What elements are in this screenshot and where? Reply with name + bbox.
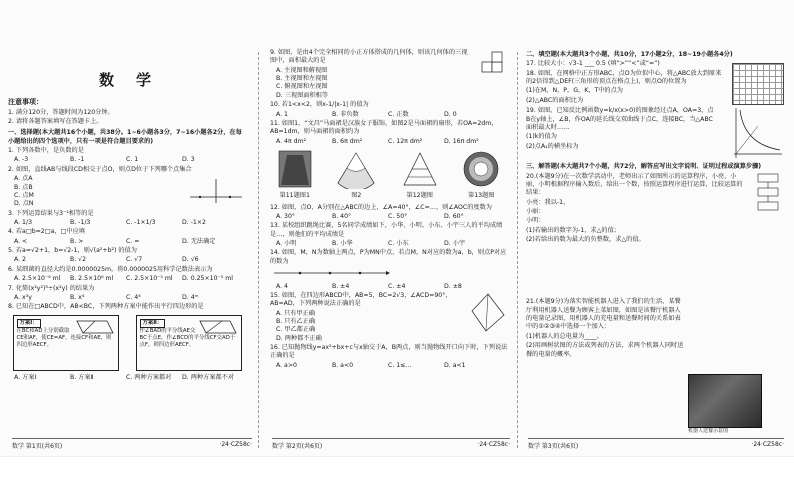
option: B. -1	[70, 156, 85, 164]
option: C. 俯视图和左视图	[276, 83, 328, 91]
column-divider	[517, 52, 518, 448]
question-21-part: (2)用画树状图的方法或列表的方法，求两个机器人同时送餐的电量的概率。	[526, 342, 684, 358]
option: C. 1≤…	[388, 361, 412, 369]
option: A. x³y	[14, 293, 32, 301]
option: C. 甲乙都正确	[276, 326, 316, 334]
dialogue-line: 小亮：我以-1，	[526, 198, 570, 206]
parallelogram-figure	[75, 319, 115, 335]
option: A. 点A	[14, 175, 33, 183]
options	[14, 275, 246, 283]
option: C. =	[126, 237, 140, 245]
question-20-part: (2)若给出的数为最大的负整数，求△的值。	[526, 236, 645, 244]
dialogue-line: 小明：	[526, 217, 545, 225]
number-line-figure	[270, 267, 390, 279]
scheme-2-heading: 方案Ⅱ：	[140, 319, 166, 328]
question-9: 9. 如图，是由4个完全相同的小正方体搭成的几何体，则该几何体的三视图中，面积最大的是	[270, 49, 468, 65]
question-15: 15. 如图，在四边形ABCD中，AB=5，BC=2√3，∠ACD=90°，AB=AD，下列两种说法正确的是	[270, 291, 452, 308]
options	[276, 67, 470, 100]
option: C. 正数	[388, 110, 409, 118]
page-footer	[272, 438, 510, 450]
question-6: 6. 某细菌的直径大约是0.0000025m，将0.0000025用科学记数法表示为	[8, 265, 213, 273]
option: D. a<1	[444, 361, 466, 369]
page-footer	[12, 438, 252, 450]
question-8: 8. 已知在□ABCD中，AB<BC，下列两种方案中能作出平行四边形的是	[8, 303, 204, 311]
footer-page-label: 数学 第3页(共6页)	[528, 443, 579, 450]
hyperbola-figure	[728, 106, 784, 160]
question-20: 20.(本题9分)在一次数学活动中，老师出示了如图所示的运算程序，小亮、小丽、小明根据程序输入数后，给出一个数，按照运算程序进行运算，比较运算的结果：	[526, 172, 743, 197]
question-17: 17. 比较大小：√3-1 ___ 0.5 (填“>”“<”或“=”)	[526, 60, 660, 68]
photo-caption: 机器人送餐示意图	[688, 428, 729, 434]
option: C. 点M	[14, 191, 34, 199]
options	[276, 138, 508, 146]
option: D. 0.25×10⁻⁵ ml	[182, 275, 233, 283]
option: C. 2.5×10⁻⁵ ml	[126, 275, 173, 283]
cube-figure	[478, 48, 508, 78]
option: B. a<0	[332, 361, 354, 369]
notice-item: 1. 满分120分，答题时间为120分钟。	[8, 108, 114, 116]
option: C. 1	[126, 156, 139, 164]
question-21: 21.(本题9分)为落实智能机器人进入了我们的生活，某餐厅利用机器人送餐为顾客上菜如图，如图是该餐厅机器人的电量记录图，用机器人的充电量和送餐时间的关系如表中的①②③④中选择一个加入：	[526, 298, 681, 331]
scheme-1-heading: 方案Ⅰ：	[17, 319, 41, 328]
options	[276, 310, 460, 343]
question-2: 2. 如图，直线AB与线段CD相交于点O，则点D位于下列哪个点集合	[8, 165, 192, 173]
option: A. 30°	[276, 213, 296, 221]
left-column	[8, 48, 246, 453]
option: B. 40°	[332, 213, 352, 221]
options	[276, 240, 508, 248]
option: C. 小东	[388, 240, 409, 248]
option: D. 0	[444, 110, 457, 118]
option: B. 只有乙正确	[276, 317, 316, 325]
flowchart-figure	[752, 172, 784, 216]
question-19-part: (2)点A₁的横坐标为	[526, 142, 579, 150]
question-19: 19. 如图，已知反比例函数y=k/x(x>0)的图象经过点A，OA=3，点B在y轴上，∠B，作OA的延长线交双曲线于点C，连接BC，当△ABC面积最大时……	[526, 107, 714, 131]
options	[14, 374, 246, 382]
option: B. √2	[70, 256, 87, 264]
question-20-part: (1)若输出的数字为-1，求△的值；	[526, 226, 620, 234]
option: B. 2.5×10⁶ ml	[70, 275, 114, 283]
option: D. 两种方案都不对	[182, 373, 235, 381]
options	[276, 362, 508, 370]
option: C. -1×1/3	[126, 219, 156, 226]
option: A. 主视图和俯视图	[276, 66, 328, 74]
option: B. >	[70, 237, 84, 245]
question-12: 12. 如图，点O、A分别在△ABC的边上，∠A=40°，∠C=…，则∠AOC的度数为	[270, 203, 492, 211]
footer-code: ·24·CZ58c·	[477, 441, 510, 448]
question-16: 16. 已知抛物线y=ax²+bx+c与x轴交于A，B两点，则当抛物线开口向下时，下列说法正确的是	[270, 344, 508, 360]
scheme-row	[8, 315, 246, 371]
option: D. 4ᵐ	[182, 293, 199, 301]
option: B. 非负数	[332, 110, 359, 118]
option: B. 小华	[332, 240, 353, 248]
options	[276, 111, 508, 119]
parallelogram-figure	[198, 319, 238, 335]
question-13: 13. 某校组织跳绳比赛，5名同学成绩如下，小华、小明、小东、小宇三人的平均成绩是…，则他们的平均成绩是	[270, 222, 503, 238]
footer-code: ·24·CZ58c·	[219, 441, 252, 448]
question-4: 4. 若a□b=2□a，□中应填	[8, 228, 85, 236]
option: B. x⁴	[70, 293, 85, 301]
option: D. 点N	[14, 200, 34, 208]
option: B. 点B	[14, 183, 33, 191]
section-heading: 一、选择题(本大题共16个小题，共38分。1~6小题各3分，7~16小题各2分，在每小题给出的四个选项中，只有一项是符合题目要求的)	[8, 129, 242, 145]
options	[14, 238, 246, 246]
quadrilateral-figure	[468, 291, 508, 335]
footer-page-label: 数学 第2页(共6页)	[272, 443, 323, 450]
question-7: 7. 化简(x²y²)³÷(x²y) 的结果为	[8, 284, 95, 292]
grid-figure	[732, 63, 784, 105]
option: A. a>0	[276, 361, 297, 369]
question-14: 14. 如图，M，N为数轴上两点，P为MN中点，若点M，N对应的数为a，b，则点P对应的数为	[270, 249, 507, 265]
notice-title: 注意事项：	[8, 98, 43, 107]
option: D. 小宇	[444, 240, 466, 248]
option: B. 6π dm²	[332, 137, 363, 145]
figure-caption: 第11题图1	[279, 192, 310, 200]
target-figure	[461, 149, 501, 189]
option: A. 4π dm²	[276, 137, 307, 145]
option: A. 方案Ⅰ	[14, 373, 37, 381]
option: A. 只有甲正确	[276, 309, 315, 317]
figures-11-13	[270, 149, 508, 201]
option: D. √6	[182, 256, 199, 264]
question-1: 1. 下列各数中，是负数的是	[8, 147, 84, 155]
option: A. 1/3	[14, 219, 33, 226]
option: A. 4	[276, 282, 288, 290]
option: D. 60°	[444, 213, 464, 221]
options	[14, 175, 64, 208]
scheme-1-box	[13, 315, 119, 371]
question-18: 18. 如图，在网格中正方形ABC，点O为位似中心，将△ABC放大到原来的2倍得到△DEF(三角形的顶点在格点上)，则点O的位置为	[526, 69, 722, 86]
footer-page-label: 数学 第1页(共6页)	[12, 443, 63, 450]
option: B. 方案Ⅱ	[70, 373, 94, 381]
options	[14, 219, 246, 227]
option: B. -1/3	[70, 219, 91, 226]
options	[276, 213, 508, 221]
section-heading: 三、解答题(本大题共7个小题，共72分，解答应写出文字说明、证明过程或演算步骤)	[526, 163, 762, 171]
option: C. √7	[126, 256, 143, 264]
column-divider	[258, 52, 259, 448]
options	[14, 156, 246, 164]
options	[14, 294, 246, 302]
option: D. 3	[182, 156, 195, 164]
option: C. 50°	[388, 213, 408, 221]
question-10: 10. 若1<x<2，则x-1/|x-1| 的值为	[270, 101, 369, 109]
notice-item: 2. 请将各题答案填写在答题卡上。	[8, 118, 103, 126]
page-footer	[528, 438, 784, 450]
question-19-part: (1)k的值为	[526, 133, 557, 141]
middle-column	[270, 48, 508, 453]
question-5: 5. 若a=√2+1，b=√2-1，则√(a²+b²) 的值为	[8, 247, 137, 255]
option: D. ±8	[444, 282, 462, 290]
option: C. 两种方案都对	[126, 373, 172, 381]
option: D. -1×2	[182, 219, 206, 226]
dialogue-line: 小丽：	[526, 207, 545, 215]
option: D. 三视图面积相等	[276, 91, 329, 99]
section-heading: 二、填空题(本大题共3个小题，共10分，17小题2分，18~19小题各4分)	[526, 51, 733, 58]
figure-caption: 图2	[351, 192, 362, 200]
question-18-part: (2)△ABC的面积比为	[526, 96, 584, 104]
option: C. ±4	[388, 282, 406, 290]
option: C. 12π dm²	[388, 137, 423, 145]
page-title: 数学	[98, 71, 173, 89]
option: D. 无法确定	[182, 237, 216, 245]
option: A. -3	[14, 156, 29, 164]
skirt-photo	[277, 149, 313, 189]
scheme-2-box	[136, 315, 242, 371]
question-18-part: (1)在M，N，P，G，K，T中的点为	[526, 87, 623, 95]
option: D. 16π dm²	[444, 137, 479, 145]
scheme-1-text: 在BC和AD上分别截取CE和AF，使CE=AF，连接CF和AE，则四边形AECF。	[16, 327, 112, 348]
options	[14, 256, 246, 264]
triangle-figure	[400, 149, 440, 189]
footer-code: ·24·CZ58c·	[751, 441, 784, 448]
option: A. 2	[14, 256, 26, 264]
question-3: 3. 下列运算结果与3⁻¹相等的是	[8, 209, 94, 217]
option: A. 2.5×10⁻⁶ ml	[14, 275, 61, 283]
figure-caption: 第12题图	[406, 192, 433, 200]
line-figure	[186, 175, 246, 205]
option: B. ±4	[332, 282, 350, 290]
figure-caption: 第13题图	[468, 192, 495, 200]
scheme-2-text: 作∠BAD的平分线AE交BC于点E，作∠BCD的平分线CF交AD于点F，则四边形AECF。	[139, 327, 236, 348]
question-11: 11. 如图1，“文昌”马面裙是汉族女子服饰，如图2是马面裙的扇形，若OA=2dm，AB=1dm，则马面裙的面积约为	[270, 119, 498, 136]
question-21-part: (1)机器人的总电量为____。	[526, 332, 603, 340]
options	[276, 283, 508, 291]
option: A. 1	[276, 110, 288, 118]
option: D. 两种都不正确	[276, 334, 322, 342]
option: C. 4⁴	[126, 293, 141, 301]
bottom-margin	[0, 456, 794, 498]
option: A. <	[14, 237, 28, 245]
option: A. 小明	[276, 240, 297, 248]
sector-figure	[334, 149, 378, 189]
robot-photo	[688, 374, 762, 428]
option: B. 主视图和左视图	[276, 75, 328, 83]
